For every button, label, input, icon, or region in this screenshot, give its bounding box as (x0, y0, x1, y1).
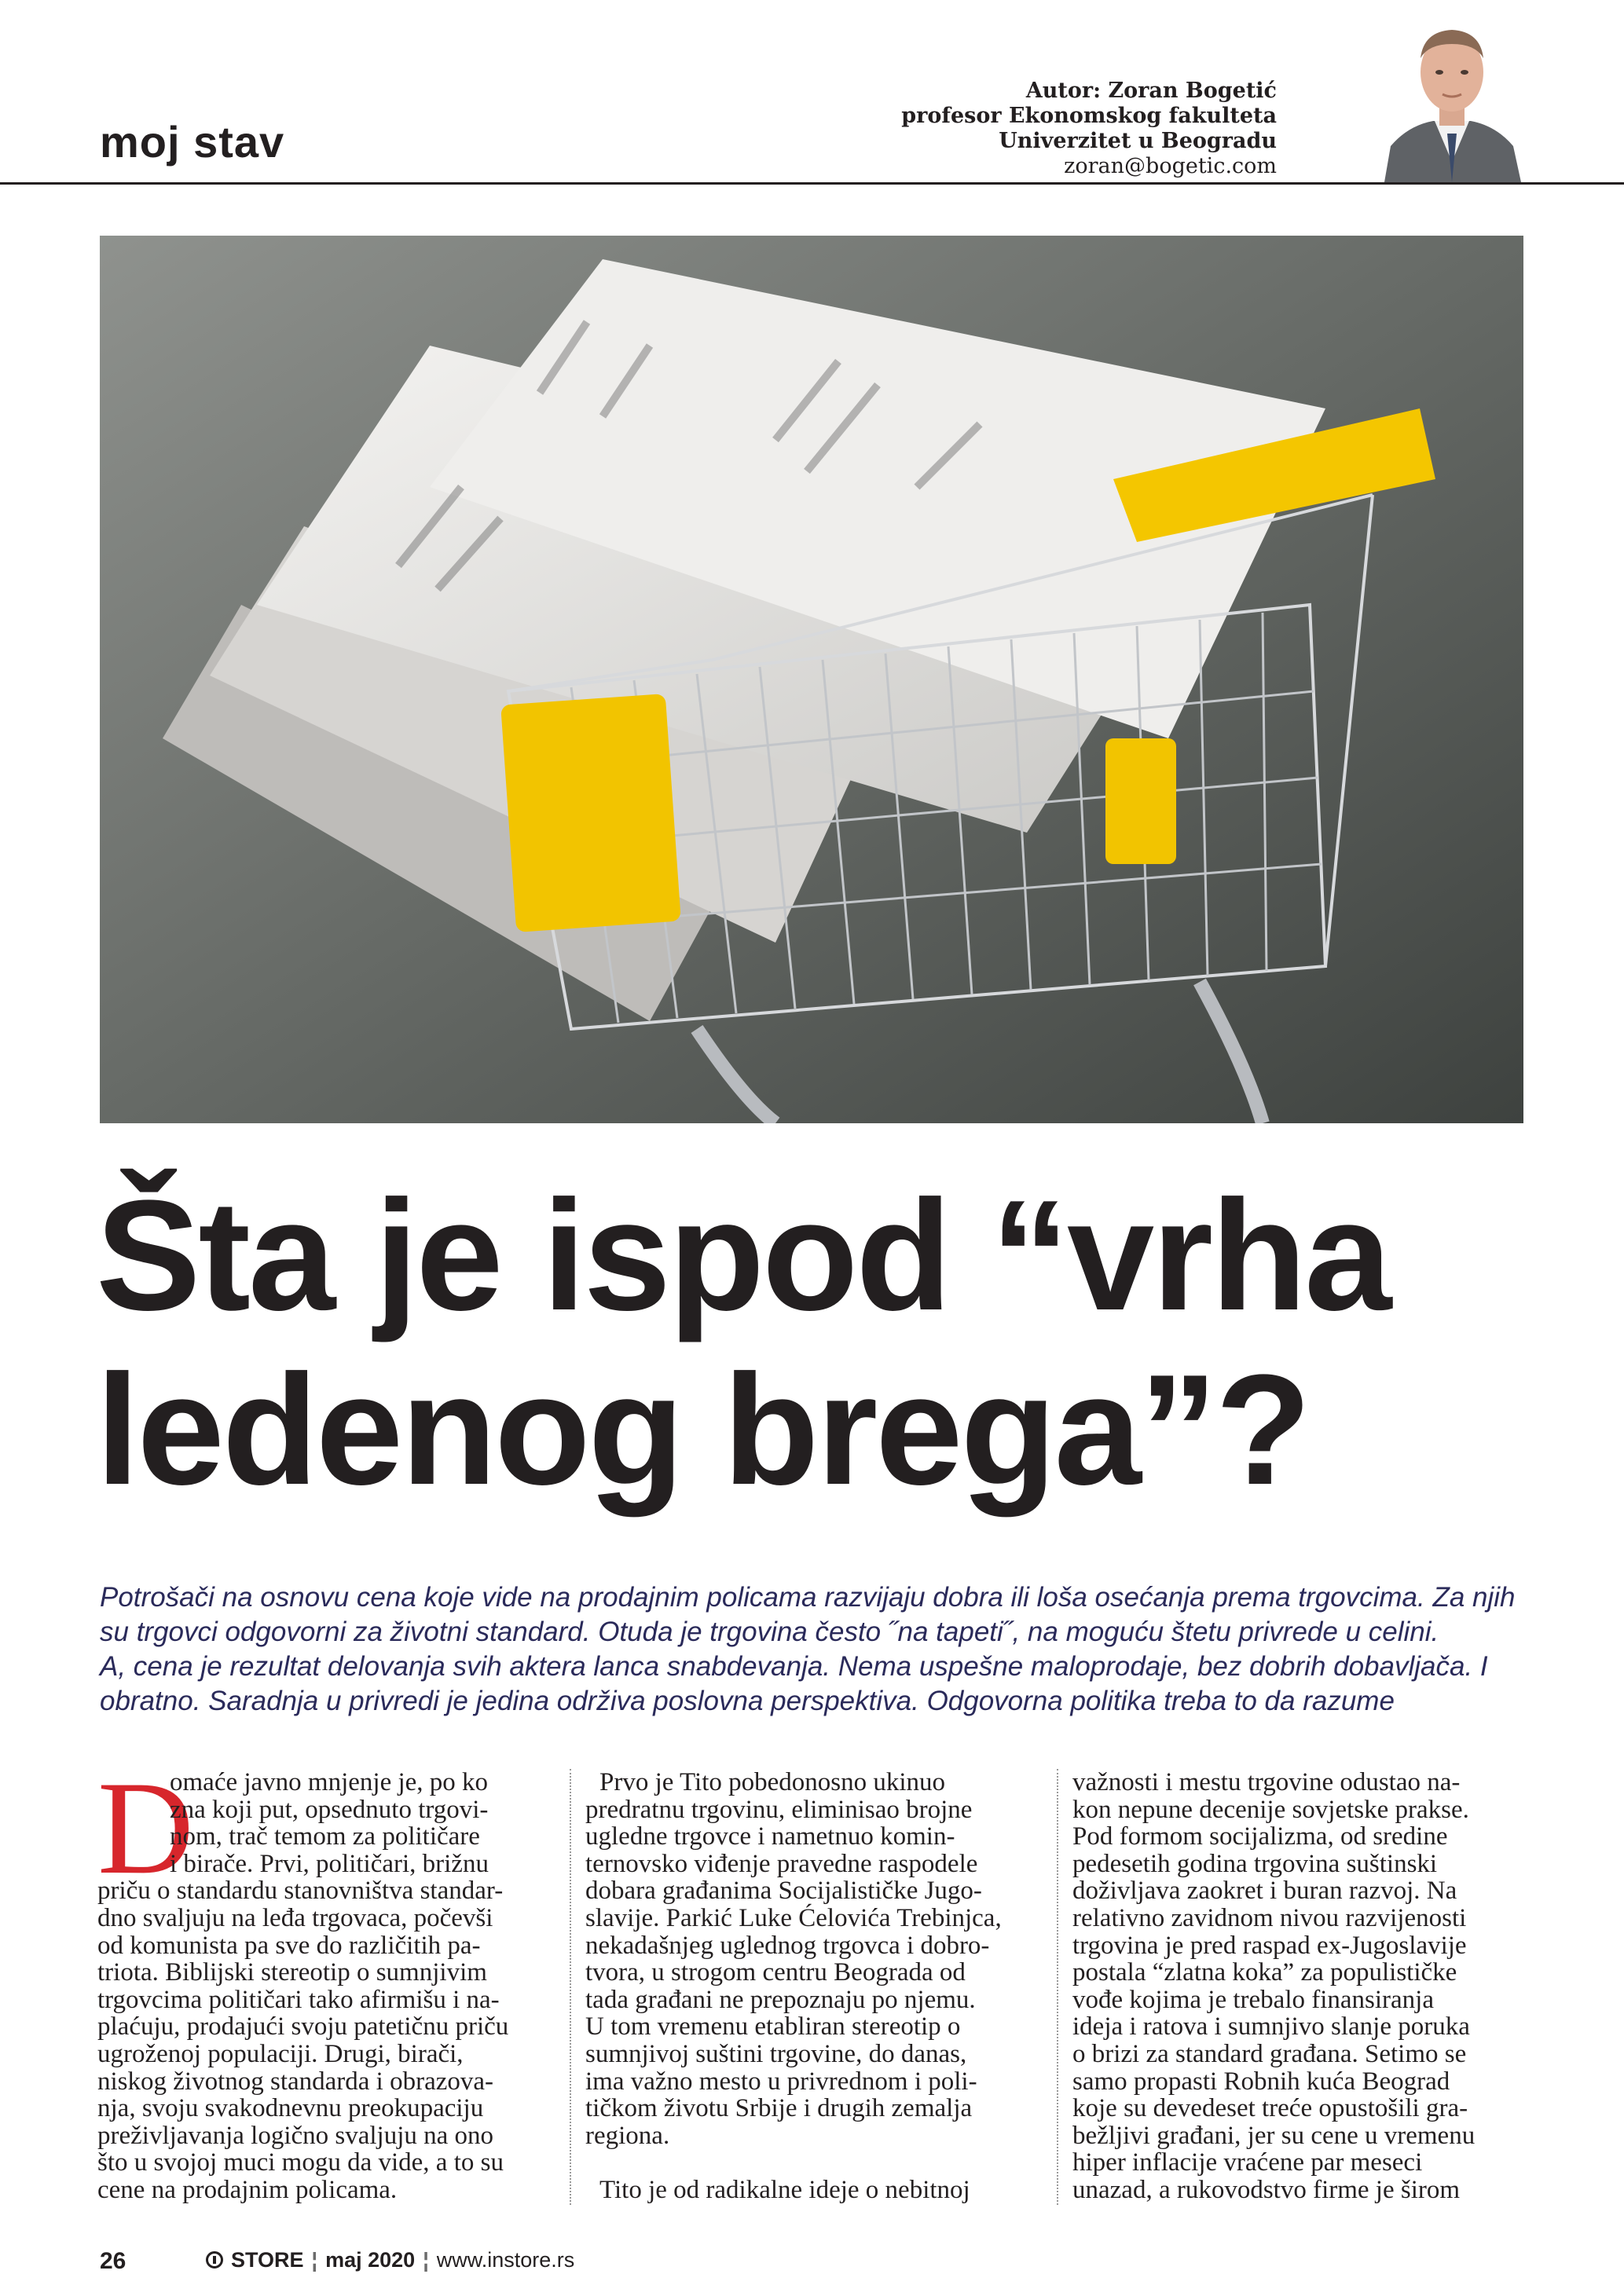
body-line: U tom vremenu etabliran stereotip o (585, 2012, 961, 2041)
body-line: omaće javno mnjenje je, po ko (170, 1768, 489, 1796)
body-line: nekadašnjeg uglednog trgovca i dobro- (585, 1931, 990, 1960)
body-line: ugroženoj populaciji. Drugi, birači, (97, 2039, 464, 2068)
body-line: Pod formom socijalizma, od sredine (1072, 1822, 1448, 1851)
article-lead (100, 1580, 1523, 1719)
author-name: Autor: Zoran Bogetić (1025, 79, 1277, 103)
body-line: tada građani ne prepoznaju po njemu. (585, 1985, 976, 2014)
footer-separator: ¦ (423, 2248, 429, 2272)
body-line: niskog životnog standarda i obrazova- (97, 2067, 494, 2096)
body-line: važnosti i mestu trgovine odustao na- (1072, 1768, 1461, 1796)
body-line: unazad, a rukovodstvo firme je širom (1072, 2175, 1461, 2204)
body-line: ima važno mesto u privrednom i poli- (585, 2067, 977, 2096)
body-line: preživljavanja logično svaljuju na ono (97, 2121, 494, 2150)
body-line: slavije. Parkić Luke Ćelovića Trebinjca, (585, 1903, 1002, 1932)
body-line: bežljivi građani, jer su cene u vremenu (1072, 2121, 1476, 2150)
issue-date: maj 2020 (325, 2248, 416, 2272)
lead-line: A, cena je rezultat delovanja svih aktera lanca snabdevanja. Nema uspešne maloprodaje, bez dobrih dobavljača. I (100, 1651, 1488, 1682)
column-divider (570, 1769, 571, 2205)
hero-photo (100, 236, 1523, 1123)
body-line: triota. Biblijski stereotip o sumnjivim (97, 1958, 487, 1987)
body-line: zna koji put, opsednuto trgovi- (170, 1795, 489, 1824)
body-line: trgovcima političari tako afirmišu i na- (97, 1985, 500, 2014)
body-line: vođe kojima je trebalo finansiranja (1072, 1985, 1435, 2014)
author-email[interactable]: zoran@bogetic.com (1064, 154, 1277, 178)
body-line: tvora, u strogom centru Beograda od (585, 1958, 966, 1987)
body-line: sumnjivoj suštini trgovine, do danas, (585, 2039, 967, 2068)
author-title: profesor Ekonomskog fakulteta (901, 104, 1277, 128)
body-column-2 (585, 1769, 1038, 2204)
body-line: što u svojoj muci mogu da vide, a to su (97, 2148, 504, 2177)
footer-separator: ¦ (311, 2248, 318, 2272)
website-link[interactable]: www.instore.rs (436, 2248, 575, 2272)
lead-line: su trgovci odgovorni za životni standard. Otuda je trgovina često ˝na tapeti˝, na moguću štetu privrede u celini. (100, 1617, 1439, 1647)
brand-name: STORE (231, 2248, 304, 2272)
body-line: koje su devedeset treće opustošili gra- (1072, 2094, 1468, 2123)
body-line: nom, trač temom za političare (170, 1822, 480, 1851)
body-spacer (585, 2149, 1038, 2177)
body-line: dno svaljuju na leđa trgovaca, počevši (97, 1903, 493, 1932)
lead-line: Potrošači na osnovu cena koje vide na prodajnim policama razvijaju dobra ili loša osećanja prema trgovcima. Za njih (100, 1582, 1516, 1613)
body-line: i birače. Prvi, političari, brižnu (170, 1849, 489, 1878)
header-rule (0, 182, 1624, 185)
body-line: pedesetih godina trgovina suštinski (1072, 1849, 1438, 1878)
drop-cap: D (97, 1754, 194, 1902)
body-column-3 (1072, 1769, 1525, 2204)
body-line: od komunista pa sve do različitih pa- (97, 1931, 481, 1960)
headline-line: ledenog brega”? (96, 1342, 1310, 1518)
article-headline (96, 1169, 1534, 1518)
section-label: moj stav (100, 117, 285, 167)
body-line: cene na prodajnim policama. (97, 2175, 398, 2204)
body-line: kon nepune decenije sovjetske prakse. (1072, 1795, 1469, 1824)
body-line: ternovsko viđenje pravedne raspodele (585, 1849, 978, 1878)
body-line: tičkom životu Srbije i drugih zemalja (585, 2094, 973, 2123)
body-line: Tito je od radikalne ideje o nebitnoj (599, 2175, 970, 2204)
body-line: postala “zlatna koka” za populističke (1072, 1958, 1457, 1987)
body-line: priču o standardu stanovništva standar- (97, 1877, 504, 1906)
power-icon (206, 2251, 223, 2269)
author-affiliation: Univerzitet u Beogradu (999, 129, 1277, 153)
body-line: o brizi za standard građana. Setimo se (1072, 2039, 1467, 2068)
body-line: doživljava zaokret i buran razvoj. Na (1072, 1877, 1457, 1906)
author-block (570, 79, 1277, 179)
body-line: dobara građanima Socijalističke Jugo- (585, 1877, 982, 1906)
footer-brand (206, 2248, 574, 2272)
body-line: ideja i ratova i sumnjivo slanje poruka (1072, 2012, 1470, 2041)
body-line: ugledne trgovce i nametnuo komin- (585, 1822, 955, 1851)
headline-line: Šta je ispod “vrha (96, 1168, 1390, 1343)
body-line: hiper inflacije vraćene par meseci (1072, 2148, 1423, 2177)
body-line: trgovina je pred raspad ex-Jugoslavije (1072, 1931, 1467, 1960)
lead-line: obratno. Saradnja u privredi je jedina održiva poslovna perspektiva. Odgovorna politika treba to da razume (100, 1686, 1395, 1716)
body-line: regiona. (585, 2121, 670, 2150)
body-line: predratnu trgovinu, eliminisao brojne (585, 1795, 973, 1824)
body-column-1 (97, 1754, 550, 2204)
body-line: relativno zavidnom nivou razvijenosti (1072, 1903, 1467, 1932)
author-portrait (1377, 8, 1527, 182)
body-line: plaćuju, prodajući svoju patetičnu priču (97, 2012, 509, 2041)
body-line: nja, svoju svakodnevnu preokupaciju (97, 2094, 484, 2123)
page-number: 26 (100, 2248, 126, 2274)
body-line: Prvo je Tito pobedonosno ukinuo (599, 1768, 946, 1796)
column-divider (1057, 1769, 1058, 2205)
body-line: samo propasti Robnih kuća Beograd (1072, 2067, 1450, 2096)
